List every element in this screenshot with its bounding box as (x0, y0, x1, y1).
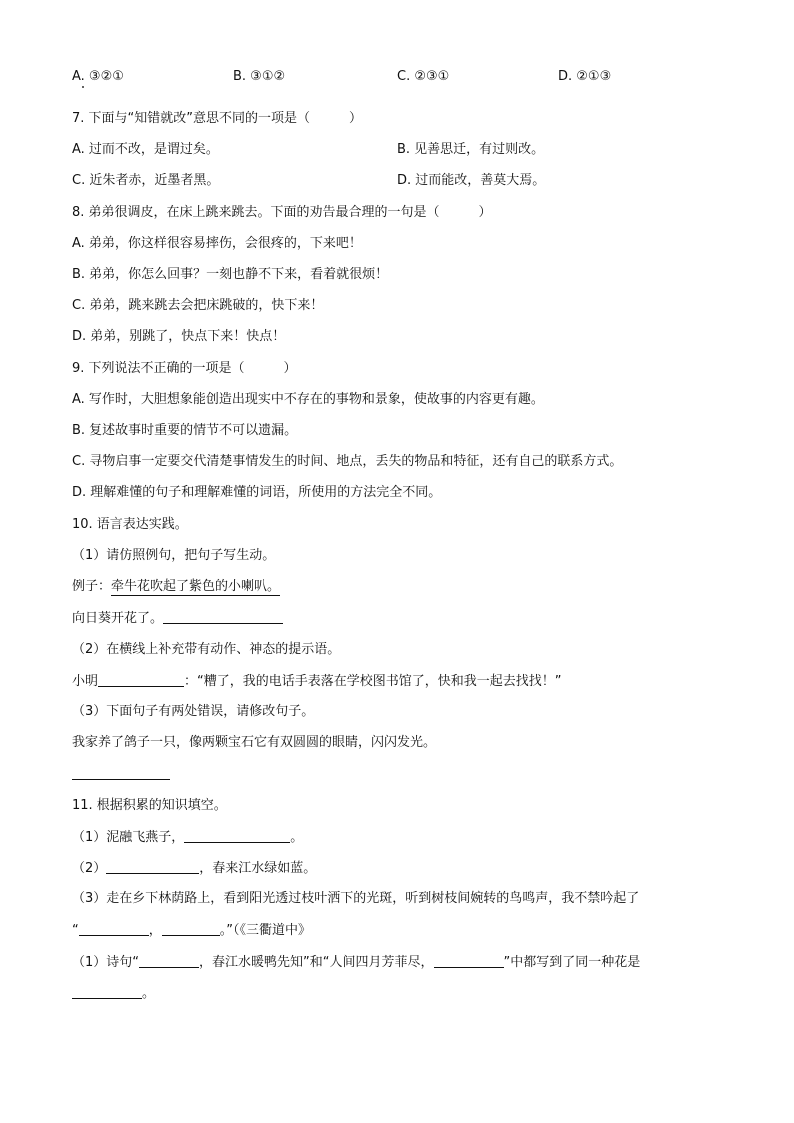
q9-option-a: A. 写作时，大胆想象能创造出现实中不存在的事物和景象，使故事的内容更有趣。 (72, 392, 544, 407)
q10-answer-line (72, 767, 170, 781)
dialogue-quote: ：“糟了，我的电话手表落在学校图书馆了，快和我一起去找找！” (184, 674, 562, 689)
q11-line3: （3）走在乡下林荫路上，看到阳光透过枝叶洒下的光斑，听到树枝间婉转的鸟鸣声，我不禁吟起了 (72, 891, 640, 906)
q7-option-a: A. 过而不改，是谓过矣。 (72, 142, 219, 157)
q6-option-c: C. ②③① (397, 69, 450, 84)
q10-sub3: （3）下面句子有两处错误，请修改句子。 (72, 704, 315, 719)
q10-example (72, 580, 280, 593)
q6-option-d: D. ②①③ (558, 69, 612, 84)
q8-stem: 8. 弟弟很调皮，在床上跳来跳去。下面的劝告最合理的一句是（ ） (72, 205, 492, 220)
answer-blank[interactable] (162, 923, 220, 936)
q9-option-c: C. 寻物启事一定要交代清楚事情发生的时间、地点，丢失的物品和特征，还有自己的联系方式。 (72, 454, 623, 469)
poem-text: （2） (72, 861, 107, 876)
answer-blank[interactable] (79, 923, 149, 936)
quote-open: “ (72, 923, 79, 938)
poem-text: ，春来江水绿如蓝。 (199, 861, 317, 876)
q8-option-b: B. 弟弟，你怎么回事？一刻也静不下来，看着就很烦！ (72, 267, 389, 282)
poem-text: ，春江水暖鸭先知”和“人间四月芳菲尽， (199, 955, 434, 970)
q9-option-b: B. 复述故事时重要的情节不可以遗漏。 (72, 423, 298, 438)
bullet-dot (82, 86, 84, 88)
answer-blank[interactable] (98, 674, 184, 687)
q7-option-b: B. 见善思迁，有过则改。 (397, 142, 545, 157)
task1-text: 向日葵开花了。 (72, 611, 164, 626)
q7-stem: 7. 下面与“知错就改”意思不同的一项是（ ） (72, 111, 363, 126)
answer-blank[interactable] (434, 955, 504, 968)
q10-task1 (72, 611, 283, 625)
q7-option-c: C. 近朱者赤，近墨者黑。 (72, 173, 220, 188)
q9-stem: 9. 下列说法不正确的一项是（ ） (72, 361, 297, 376)
q6-option-a: A. ③②① (72, 69, 124, 84)
q11-line5 (72, 955, 640, 969)
q10-stem: 10. 语言表达实践。 (72, 517, 188, 532)
source-text: 。”（《三衢道中》 (219, 923, 312, 938)
answer-blank[interactable] (106, 861, 199, 874)
q8-option-d: D. 弟弟，别跳了，快点下来！快点！ (72, 329, 286, 344)
q10-sub2: （2）在横线上补充带有动作、神态的提示语。 (72, 642, 341, 657)
example-text: 牵牛花吹起了紫色的小喇叭。 (111, 579, 281, 594)
q11-line2 (72, 861, 316, 875)
q11-line1 (72, 830, 303, 844)
example-prefix: 例子： (72, 579, 112, 594)
period: 。 (142, 986, 156, 1001)
q7-option-d: D. 过而能改，善莫大焉。 (397, 173, 546, 188)
q10-sentence: 我家养了鸽子一只，像两颗宝石它有双圆圆的眼睛，闪闪发光。 (72, 735, 437, 750)
answer-blank[interactable] (139, 955, 199, 968)
q11-stem: 11. 根据积累的知识填空。 (72, 798, 227, 813)
q9-option-d: D. 理解难懂的句子和理解难懂的词语，所使用的方法完全不同。 (72, 485, 442, 500)
answer-blank[interactable] (184, 830, 290, 843)
q8-option-c: C. 弟弟，跳来跳去会把床跳破的，快下来！ (72, 298, 324, 313)
speaker-name: 小明 (72, 674, 99, 689)
q6-option-b: B. ③①② (233, 69, 286, 84)
poem-text: （1）泥融飞燕子， (72, 830, 185, 845)
q11-line6 (72, 986, 155, 1000)
comma: ， (148, 923, 162, 938)
poem-text: 。 (290, 830, 304, 845)
answer-blank[interactable] (72, 986, 142, 999)
q10-sub1: （1）请仿照例句，把句子写生动。 (72, 548, 276, 563)
q8-option-a: A. 弟弟，你这样很容易摔伤，会很疼的，下来吧！ (72, 236, 362, 251)
answer-blank[interactable] (163, 611, 283, 624)
answer-blank[interactable] (72, 767, 170, 780)
q10-dialogue (72, 674, 562, 688)
q11-line4 (72, 923, 311, 937)
poem-text: （1）诗句“ (72, 955, 140, 970)
poem-text: ”中都写到了同一种花是 (503, 955, 641, 970)
